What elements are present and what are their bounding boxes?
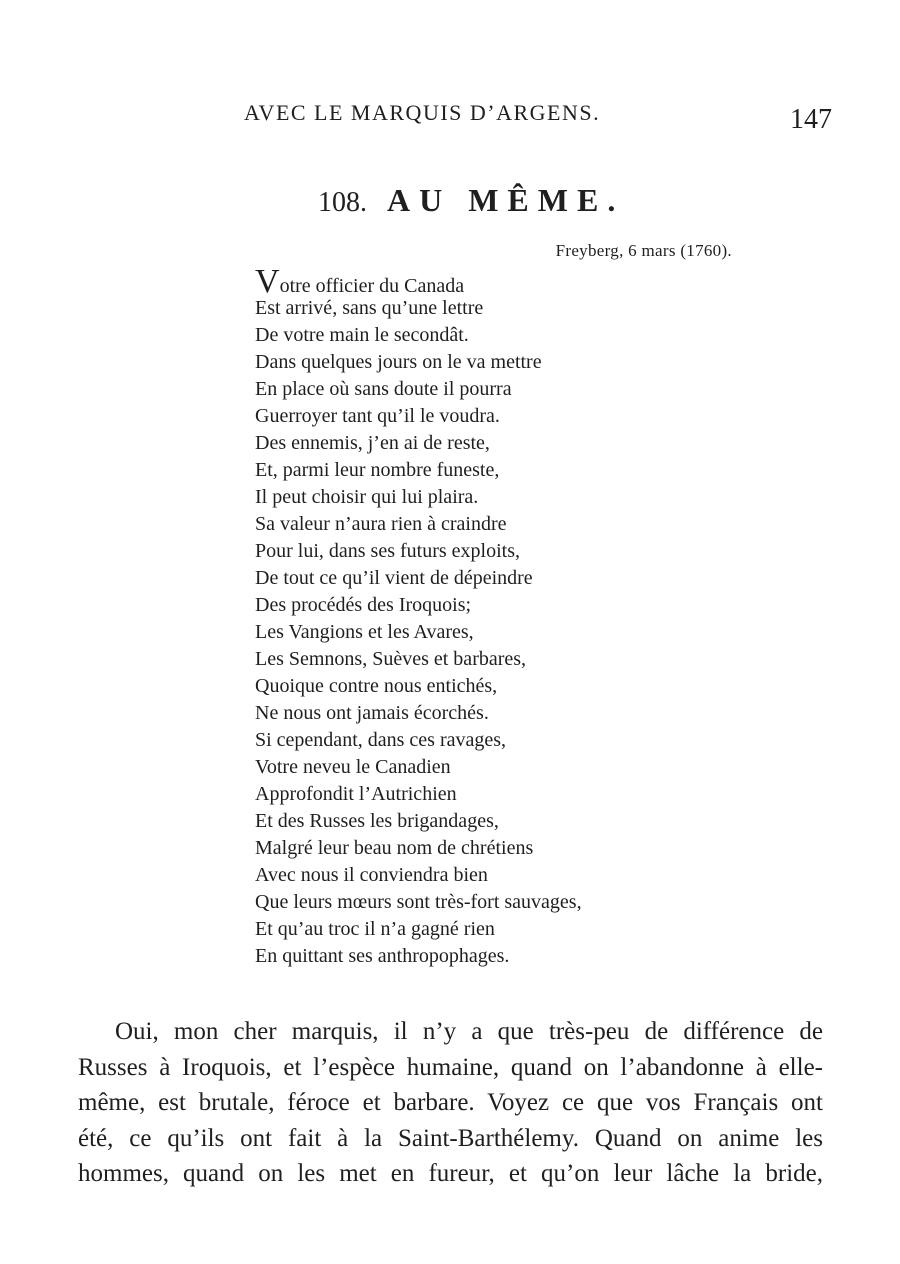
poem-line: Si cependant, dans ces ravages, [255,729,507,751]
poem-line: Approfondit l’Autrichien [255,783,457,805]
letter-title: AU MÊME. [387,182,625,218]
letter-heading [318,182,624,219]
poem-line: Dans quelques jours on le va mettre [255,351,542,373]
poem-line: En quittant ses anthropophages. [255,945,510,967]
prose-line: Russes à Iroquois, et l’espèce humaine, quand on l’abandonne à elle- [78,1053,823,1081]
poem-line: Votre neveu le Canadien [255,756,451,778]
poem-line: Il peut choisir qui lui plaira. [255,486,479,508]
poem-line: Et des Russes les brigandages, [255,810,499,832]
poem-line: Est arrivé, sans qu’une lettre [255,297,484,319]
page-number: 147 [790,104,832,135]
poem-line: Pour lui, dans ses futurs exploits, [255,540,520,562]
prose-line: hommes, quand on les met en fureur, et qu’on leur lâche la bride, [78,1160,823,1187]
poem-line: De tout ce qu’il vient de dépeindre [255,567,533,589]
dateline: Freyberg, 6 mars (1760). [555,241,732,260]
prose-line: même, est brutale, féroce et barbare. Voyez ce que vos Français ont [78,1089,823,1116]
poem-line-text: otre officier du Canada [279,275,465,297]
poem-line: Ne nous ont jamais écorchés. [255,702,489,724]
poem-line [255,263,582,300]
poem-line: Des ennemis, j’en ai de reste, [255,432,490,454]
poem-line: En place où sans doute il pourra [255,378,512,400]
poem-line: Sa valeur n’aura rien à craindre [255,513,507,535]
poem-line: Guerroyer tant qu’il le voudra. [255,405,500,427]
poem-line: De votre main le secondât. [255,324,469,346]
poem [255,263,582,970]
poem-line: Des procédés des Iroquois; [255,594,472,616]
poem-line: Les Vangions et les Avares, [255,621,474,643]
poem-line: Que leurs mœurs sont très-fort sauvages, [255,891,582,913]
poem-line: Avec nous il conviendra bien [255,864,488,886]
poem-line: Quoique contre nous entichés, [255,675,498,697]
letter-number: 108. [318,187,367,218]
drop-cap: V [255,263,280,300]
prose-line: Oui, mon cher marquis, il n’y a que très-peu de différence de [115,1018,823,1045]
running-title: AVEC LE MARQUIS D’ARGENS. [244,100,601,125]
prose-line: été, ce qu’ils ont fait à la Saint-Barthélemy. Quand on anime les [78,1124,823,1152]
prose-paragraph [78,1014,823,1192]
poem-line: Et, parmi leur nombre funeste, [255,459,500,481]
poem-line: Et qu’au troc il n’a gagné rien [255,918,495,940]
poem-line: Malgré leur beau nom de chrétiens [255,837,534,859]
poem-line: Les Semnons, Suèves et barbares, [255,648,527,670]
